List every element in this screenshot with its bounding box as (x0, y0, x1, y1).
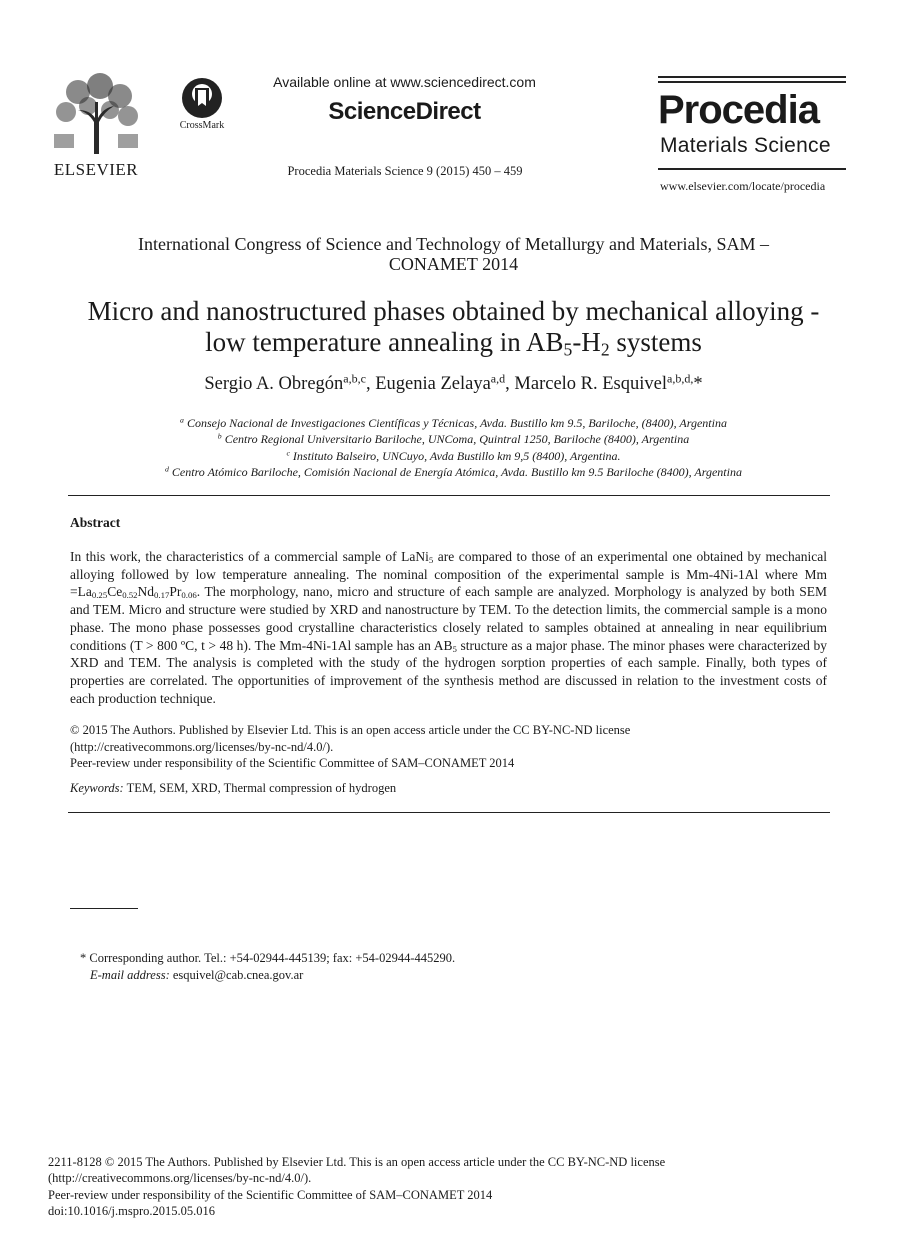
available-online[interactable]: Available online at www.sciencedirect.com (273, 74, 536, 90)
affiliation-text: Instituto Balseiro, UNCuyo, Avda Bustillo km 9,5 (8400), Argentina. (289, 448, 621, 463)
publisher-name: ELSEVIER (53, 160, 139, 179)
paper-title (50, 296, 857, 358)
crossmark-badge[interactable] (170, 76, 234, 136)
affiliation-marker: c (286, 448, 290, 458)
title-text: systems (609, 327, 702, 357)
keywords-text: TEM, SEM, XRD, Thermal compression of hydrogen (123, 781, 397, 795)
footnote (80, 950, 780, 983)
footnote-rule (70, 908, 138, 909)
title-text: low temperature annealing in AB (205, 327, 564, 357)
title-text: -H (572, 327, 601, 357)
elsevier-logo (48, 72, 144, 178)
email-address[interactable]: esquivel@cab.cnea.gov.ar (169, 967, 304, 982)
affiliation-marker: a (180, 415, 184, 425)
abstract-subscript: 0.06 (181, 590, 197, 601)
author-name: Eugenia Zelaya (375, 374, 491, 394)
abstract-text: In this work, the characteristics of a commercial sample of LaNi (70, 549, 429, 564)
license-link[interactable]: (http://creativecommons.org/licenses/by-nc-nd/4.0/). (70, 739, 334, 754)
affiliation-line (50, 448, 857, 464)
license-line: © 2015 The Authors. Published by Elsevier Ltd. This is an open access article under the CC BY-NC-ND license (70, 723, 631, 737)
footer-license-link[interactable]: (http://creativecommons.org/licenses/by-nc-nd/4.0/). (48, 1171, 312, 1186)
page-footer (48, 1154, 848, 1219)
journal-subtitle: Materials Science (660, 134, 831, 157)
title-line-2 (50, 327, 857, 358)
abstract-text: . The morphology, nano, micro and structure of each sample are analyzed. Morphology is analyzed by both SEM and TEM. Micro and structure were studied by XRD and nanostructure by TEM. To the detection limits, the commercial sample is a mono phase. The mono phase possesses good crystalline characteristics closely related to samples obtained at annealing in near equilibrium conditions (T > 800 ºC, t > 48 h). The Mm-4Ni-1Al sample has an AB (70, 584, 827, 653)
email-label: E-mail address: (90, 967, 170, 982)
author-affiliation-marker: a,b,d, (667, 371, 694, 386)
footer-doi[interactable]: doi:10.1016/j.mspro.2015.05.016 (48, 1203, 216, 1218)
corresponding-author-note: * Corresponding author. Tel.: +54-02944-445139; fax: +54-02944-445290. (80, 951, 456, 965)
affiliation-text: Centro Atómico Bariloche, Comisión Nacional de Energía Atómica, Avda. Bustillo km 9.5 Bariloche (8400), Argentina (168, 464, 742, 479)
author-list (50, 371, 857, 395)
abstract-body (70, 548, 827, 707)
author-affiliation-marker: a,d (490, 371, 506, 386)
abstract-subscript: 5 (428, 555, 434, 566)
affiliation-text: Consejo Nacional de Investigaciones Científicas y Técnicas, Avda. Bustillo km 9.5, Bariloche, (8400), Argentina (183, 416, 727, 430)
affiliation-line (50, 415, 857, 431)
keywords-label: Keywords: (70, 781, 124, 795)
keywords (70, 781, 827, 796)
procedia-top-rules (658, 76, 846, 86)
conference-line-1: International Congress of Science and Technology of Metallurgy and Materials, SAM – (138, 234, 769, 254)
affiliation-text: Centro Regional Universitario Bariloche, UNComa, Quintral 1250, Bariloche (8400), Argentina (221, 432, 690, 447)
procedia-bottom-rule (658, 168, 846, 170)
abstract-text: Nd (137, 584, 155, 600)
conference-name (90, 234, 817, 274)
email-line (80, 967, 780, 984)
abstract-heading: Abstract (70, 515, 121, 530)
elsevier-tree-icon (48, 72, 144, 154)
affiliation-marker: d (165, 464, 169, 474)
crossmark-label: CrossMark (179, 120, 225, 131)
crossmark-icon (170, 76, 234, 120)
abstract-subscript: 0.52 (122, 590, 138, 601)
bottom-divider (68, 812, 830, 813)
sciencedirect-brand: ScienceDirect (328, 98, 481, 125)
corresponding-author-mark[interactable]: * (693, 374, 703, 394)
journal-reference: Procedia Materials Science 9 (2015) 450 – 459 (287, 164, 523, 178)
abstract-text: Pr (169, 584, 182, 600)
abstract-subscript: 5 (452, 643, 457, 654)
author-separator: , (365, 374, 376, 394)
affiliations (50, 415, 857, 480)
abstract-text: are compared to those of an experimental one obtained by mechanical alloying followed by low temperature annealing. The nominal composition of the experimental sample is Mm-4Ni-1Al where Mm =La (70, 549, 827, 600)
journal-url[interactable]: www.elsevier.com/locate/procedia (660, 179, 826, 193)
author-name: Marcelo R. Esquivel (514, 374, 667, 394)
abstract-subscript: 0.17 (154, 590, 170, 601)
conference-line-2: CONAMET 2014 (388, 254, 519, 274)
journal-name: Procedia (658, 88, 819, 132)
license-block (70, 722, 827, 772)
abstract-text: Ce (107, 584, 123, 600)
title-subscript: 2 (600, 339, 610, 360)
author-separator: , (505, 374, 515, 394)
author-affiliation-marker: a,b,c (343, 371, 366, 386)
footer-license: 2211-8128 © 2015 The Authors. Published by Elsevier Ltd. This is an open access article under the CC BY-NC-ND license (48, 1155, 666, 1169)
abstract-text: structure as a major phase. The minor phases were characterized by XRD and TEM. The analysis is completed with the study of the hydrogen sorption properties of each sample. Finally, both types of properties are correlated. The opportunities of improvement of the synthesis method are discussed in relation to the investment costs of each production technique. (70, 637, 828, 706)
peer-review-line: Peer-review under responsibility of the Scientific Committee of SAM–CONAMET 2014 (70, 756, 515, 771)
author-name: Sergio A. Obregón (204, 374, 344, 394)
footer-peer-review: Peer-review under responsibility of the Scientific Committee of SAM–CONAMET 2014 (48, 1187, 493, 1202)
title-subscript: 5 (563, 339, 573, 360)
title-line-1: Micro and nanostructured phases obtained by mechanical alloying - (87, 296, 820, 326)
affiliation-line (50, 431, 857, 447)
affiliation-marker: b (217, 432, 222, 442)
affiliation-line (50, 464, 857, 480)
abstract-subscript: 0.25 (91, 590, 108, 601)
top-divider (68, 495, 830, 496)
